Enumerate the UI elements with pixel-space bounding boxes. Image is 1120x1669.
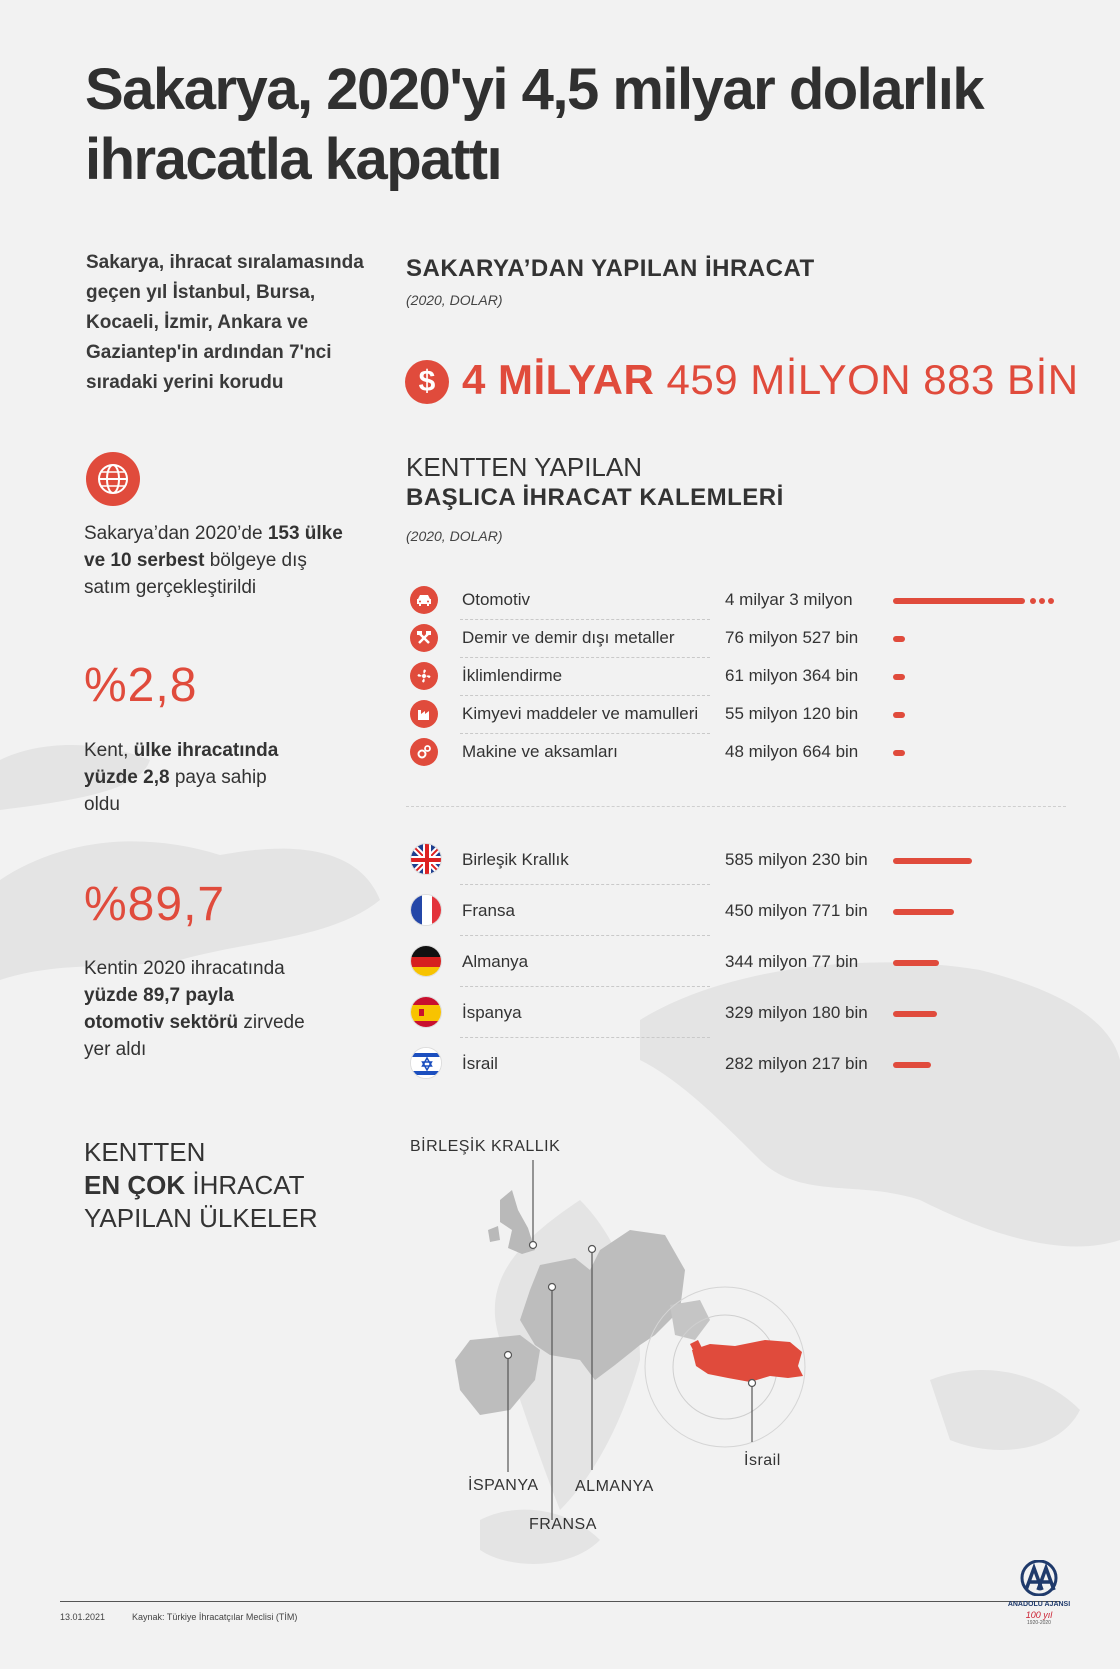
heading-bold: EN ÇOK: [84, 1170, 186, 1200]
fan-icon: [410, 662, 438, 690]
item-label: İklimlendirme: [462, 666, 563, 685]
item-bar: [893, 674, 905, 680]
aa-years-text: 1920-2020: [1027, 1620, 1051, 1626]
item-value: 48 milyon 664 bin: [725, 742, 859, 761]
export-subtitle: (2020, DOLAR): [406, 292, 503, 308]
share-percent: %2,8: [84, 659, 198, 712]
item-value: 55 milyon 120 bin: [725, 704, 859, 723]
country-value: 450 milyon 771 bin: [725, 901, 868, 920]
aa-100-text: 100 yıl: [1025, 1610, 1053, 1620]
tools-icon: [410, 624, 438, 652]
item-label: Otomotiv: [462, 590, 531, 609]
map-label-israel: İsrail: [744, 1452, 781, 1469]
france-flag-icon: [410, 894, 442, 926]
item-value: 4 milyar 3 milyon: [725, 590, 853, 609]
item-label: Makine ve aksamları: [462, 742, 618, 761]
fact-automotive: [84, 955, 314, 1063]
country-value: 344 milyon 77 bin: [725, 952, 859, 971]
item-bar: [893, 636, 905, 642]
fact-bold: ülke ihracatında yüzde 2,8: [84, 740, 279, 788]
section-divider: [406, 806, 1066, 807]
country-bar: [893, 909, 954, 915]
country-bar: [893, 1062, 931, 1068]
fact-text: Sakarya’dan 2020’de: [84, 523, 268, 544]
footer-divider: [60, 1601, 1060, 1602]
fact-text: zirvede yer aldı: [84, 1012, 305, 1060]
country-bar: [893, 1011, 937, 1017]
amount-bold: 4 MİLYAR: [462, 356, 655, 403]
export-title: SAKARYA’DAN YAPILAN İHRACAT: [406, 255, 815, 282]
items-heading-bold: BAŞLICA İHRACAT KALEMLERİ: [406, 484, 784, 511]
item-row: [410, 657, 1070, 695]
heading-line: KENTTEN: [84, 1137, 206, 1167]
country-value: 329 milyon 180 bin: [725, 1003, 868, 1022]
dollar-icon: $: [405, 360, 449, 404]
item-bar: [893, 598, 1025, 604]
aa-logo: [1005, 1560, 1073, 1650]
countries-heading: [84, 1136, 318, 1235]
country-label: İsrail: [462, 1054, 498, 1073]
footer-date: 13.01.2021: [60, 1612, 106, 1622]
map-label-france: FRANSA: [529, 1516, 597, 1533]
spain-flag-icon: [410, 996, 442, 1028]
export-amount: [462, 356, 1079, 404]
israel-flag-icon: [410, 1047, 442, 1079]
bar-dot: [1030, 598, 1036, 604]
fact-bold: 153 ülke ve 10 serbest: [84, 523, 343, 571]
car-icon: [410, 586, 438, 614]
heading-text: İHRACAT: [185, 1170, 305, 1200]
item-row: [410, 695, 1070, 733]
intro-text: Sakarya, ihracat sıralamasında geçen yıl İstanbul, Bursa, Kocaeli, İzmir, Ankara ve Gaziantep'in ardından 7'nci sıradaki yerini korudu: [86, 252, 364, 393]
country-row: [410, 994, 1070, 1032]
fact-bold: yüzde 89,7 payla otomotiv sektörü: [84, 985, 239, 1033]
item-bar: [893, 750, 905, 756]
heading-line: YAPILAN ÜLKELER: [84, 1203, 318, 1233]
fact-countries: [84, 520, 344, 601]
country-row: [410, 841, 1070, 879]
heading-line: [84, 1169, 318, 1202]
item-value: 76 milyon 527 bin: [725, 628, 859, 647]
item-label: Demir ve demir dışı metaller: [462, 628, 675, 647]
gears-icon: [410, 738, 438, 766]
map-label-uk: BİRLEŞİK KRALLIK: [410, 1138, 561, 1155]
country-bar: [893, 960, 939, 966]
country-row: [410, 892, 1070, 930]
items-heading: KENTTEN YAPILAN: [406, 452, 642, 482]
item-bar: [893, 712, 905, 718]
fact-text: Kent,: [84, 740, 134, 761]
item-value: 61 milyon 364 bin: [725, 666, 859, 685]
country-label: Almanya: [462, 952, 529, 971]
fact-text: Kentin 2020 ihracatında: [84, 958, 285, 979]
automotive-percent: %89,7: [84, 878, 226, 931]
amount-rest: 459 MİLYON 883 BİN: [654, 356, 1079, 403]
factory-icon: [410, 700, 438, 728]
bar-dot: [1048, 598, 1054, 604]
country-label: İspanya: [462, 1003, 522, 1022]
germany-flag-icon: [410, 945, 442, 977]
item-row: [410, 733, 1070, 771]
items-subtitle: (2020, DOLAR): [406, 528, 503, 544]
item-row: [410, 619, 1070, 657]
country-label: Birleşik Krallık: [462, 850, 569, 869]
uk-flag-icon: [410, 843, 442, 875]
country-bar: [893, 858, 972, 864]
map-label-spain: İSPANYA: [468, 1477, 539, 1494]
fact-text: paya sahip oldu: [84, 767, 267, 815]
bar-dot: [1039, 598, 1045, 604]
country-row: [410, 1045, 1070, 1083]
globe-icon: [86, 452, 140, 506]
fact-text: bölgeye dış satım gerçekleştirildi: [84, 550, 307, 598]
country-label: Fransa: [462, 901, 515, 920]
country-value: 282 milyon 217 bin: [725, 1054, 868, 1073]
footer-source: Kaynak: Türkiye İhracatçılar Meclisi (TİM): [132, 1612, 298, 1622]
aa-logo-text: ANADOLU AJANSI: [1007, 1601, 1071, 1608]
fact-share: [84, 737, 294, 818]
country-value: 585 milyon 230 bin: [725, 850, 868, 869]
page-title: Sakarya, 2020'yi 4,5 milyar dolarlık ihracatla kapattı: [85, 57, 984, 192]
item-row: [410, 581, 1070, 619]
aa-logo-icon: [1017, 1560, 1061, 1596]
item-label: Kimyevi maddeler ve mamulleri: [462, 704, 699, 723]
country-row: [410, 943, 1070, 981]
map-label-germany: ALMANYA: [575, 1478, 654, 1495]
